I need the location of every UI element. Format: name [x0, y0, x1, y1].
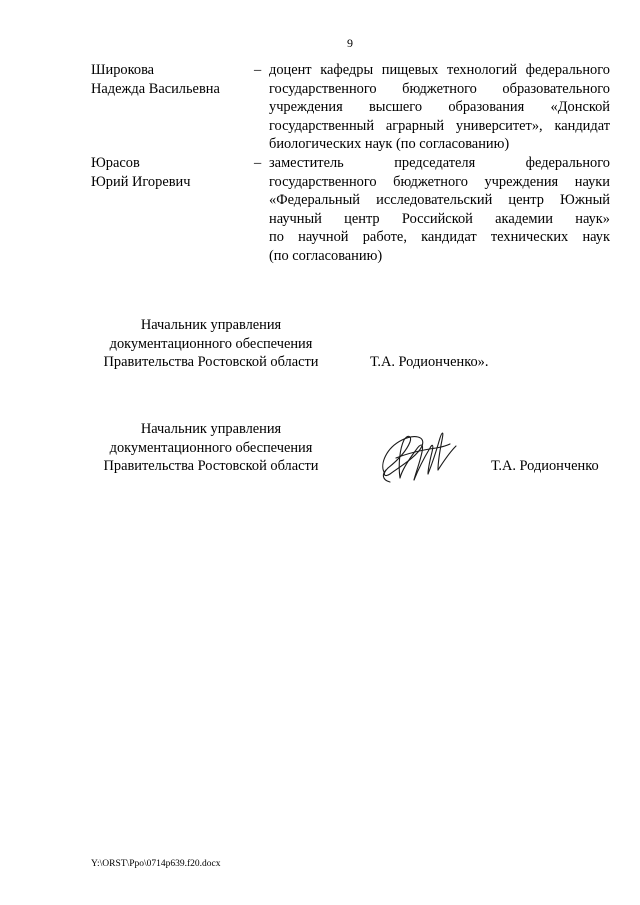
- member-entry-yurasov: [91, 154, 611, 266]
- member-name: [91, 61, 256, 98]
- dash-separator: –: [254, 155, 262, 171]
- signatory-title: [91, 420, 331, 476]
- document-file-path: Y:\ORST\Ppo\0714p639.f20.docx: [91, 859, 221, 869]
- signatory-title: [91, 316, 331, 372]
- member-description: [269, 154, 610, 265]
- member-surname: Юрасов: [91, 155, 140, 171]
- description-line: государственный аграрный университет», кандидат: [269, 117, 610, 134]
- description-line: доцент кафедры пищевых технологий федерального: [269, 62, 610, 78]
- description-line: «Федеральный исследовательский центр Южный: [269, 192, 610, 208]
- page-number: 9: [347, 36, 353, 50]
- description-line: государственного бюджетного учреждения науки: [269, 173, 610, 190]
- signatory-title-line: Правительства Ростовской области: [103, 458, 319, 474]
- dash-separator: –: [254, 62, 262, 78]
- description-line: (по согласованию): [269, 247, 383, 264]
- member-name: [91, 154, 256, 191]
- member-given-names: Юрий Игоревич: [91, 173, 191, 190]
- description-line: учреждения высшего образования «Донской: [269, 99, 610, 115]
- signatory-title-line: Правительства Ростовской области: [103, 354, 319, 370]
- member-surname: Широкова: [91, 62, 155, 78]
- member-description: [269, 61, 610, 154]
- signatory-name: Т.А. Родионченко: [491, 458, 599, 474]
- signatory-title-line: документационного обеспечения: [109, 439, 313, 456]
- description-line: по научной работе, кандидат технических наук: [269, 229, 610, 245]
- handwritten-signature-icon: [376, 424, 460, 486]
- description-line: заместитель председателя федерального: [269, 155, 610, 171]
- signatory-name: Т.А. Родионченко».: [370, 354, 489, 370]
- description-line: научный центр Российской академии наук»: [269, 210, 610, 227]
- signatory-title-line: Начальник управления: [140, 317, 282, 333]
- description-line: биологических наук (по согласованию): [269, 136, 510, 152]
- signatory-title-line: документационного обеспечения: [109, 335, 313, 352]
- description-line: государственного бюджетного образовательного: [269, 80, 610, 97]
- member-entry-shirokova: [91, 61, 611, 156]
- member-given-names: Надежда Васильевна: [91, 80, 220, 97]
- signatory-title-line: Начальник управления: [140, 421, 282, 437]
